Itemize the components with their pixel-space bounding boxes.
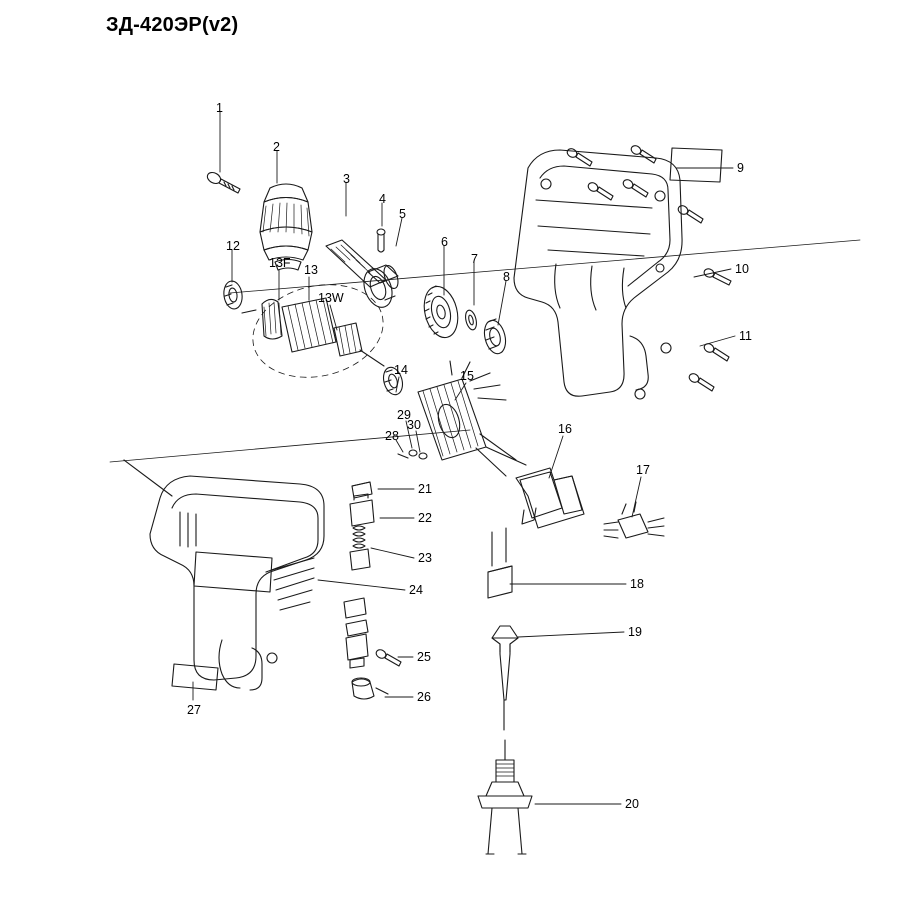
part-25-screw xyxy=(375,648,401,666)
part-6-gear xyxy=(419,283,463,341)
callout-18: 18 xyxy=(630,577,644,591)
part-9-nameplate xyxy=(670,148,722,182)
callout-21: 21 xyxy=(418,482,432,496)
part-8-bearing xyxy=(481,318,509,356)
callout-25: 25 xyxy=(417,650,431,664)
part-20-power-plug xyxy=(478,740,532,854)
part-16-switch xyxy=(516,468,584,528)
part-12-bearing xyxy=(222,280,244,310)
part-4-pin xyxy=(377,229,385,252)
part-19-strain-relief xyxy=(492,626,518,730)
callout-22: 22 xyxy=(418,511,432,525)
part-1-screw xyxy=(205,170,240,193)
callout-29: 29 xyxy=(397,408,411,422)
callout-12: 12 xyxy=(226,239,240,253)
part-22-brush-holder xyxy=(350,494,374,526)
callout-5: 5 xyxy=(399,207,406,221)
callout-13W: 13W xyxy=(318,291,344,305)
callout-20: 20 xyxy=(625,797,639,811)
callout-4: 4 xyxy=(379,192,386,206)
callout-26: 26 xyxy=(417,690,431,704)
callout-28: 28 xyxy=(385,429,399,443)
callout-1: 1 xyxy=(216,101,223,115)
leader-lines xyxy=(193,112,735,804)
callout-15: 15 xyxy=(460,369,474,383)
callout-16: 16 xyxy=(558,422,572,436)
part-26-bushing xyxy=(352,678,388,699)
callout-14: 14 xyxy=(394,363,408,377)
callout-27: 27 xyxy=(187,703,201,717)
callout-2: 2 xyxy=(273,140,280,154)
assembled-drill-body xyxy=(124,460,324,690)
callout-11: 11 xyxy=(739,329,752,343)
callout-6: 6 xyxy=(441,235,448,249)
part-23-brush-spring xyxy=(350,526,370,570)
callout-3: 3 xyxy=(343,172,350,186)
lower-brush-assembly xyxy=(346,620,368,668)
callout-10: 10 xyxy=(735,262,749,276)
callout-17: 17 xyxy=(636,463,650,477)
callout-23: 23 xyxy=(418,551,432,565)
callout-30: 30 xyxy=(407,418,421,432)
callout-9: 9 xyxy=(737,161,744,175)
part-7-washer xyxy=(464,309,479,331)
callout-7: 7 xyxy=(471,252,478,266)
page-title: ЗД-420ЭР(v2) xyxy=(106,14,239,36)
callout-24: 24 xyxy=(409,583,423,597)
callout-19: 19 xyxy=(628,625,642,639)
callout-8: 8 xyxy=(503,270,510,284)
part-18-terminal-block xyxy=(488,528,512,598)
callout-13F: 13F xyxy=(269,256,291,270)
callout-13: 13 xyxy=(304,263,318,277)
part-24-carbon-brush xyxy=(344,598,366,618)
